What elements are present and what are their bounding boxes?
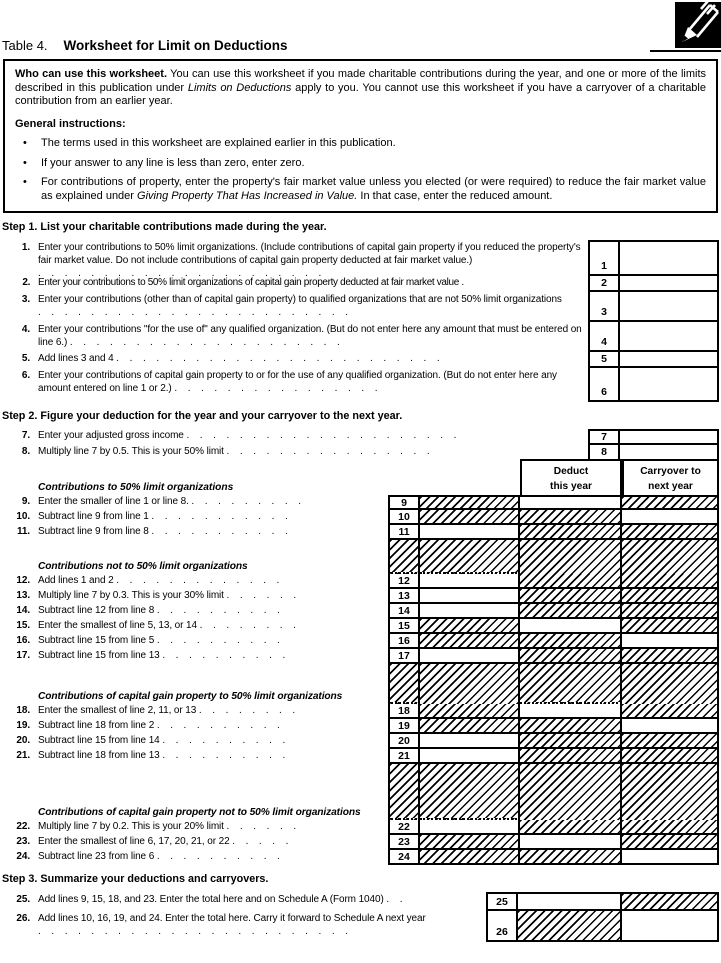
spacer-hatched (388, 540, 420, 574)
box-number: 15 (398, 619, 410, 632)
line-label (2, 604, 388, 619)
spacer-hatched (420, 764, 520, 820)
deduct-cell-hatched (520, 574, 622, 589)
carryover-cell[interactable] (622, 634, 719, 649)
line-text: Subtract line 9 from line 1 (38, 511, 149, 522)
carryover-cell[interactable] (622, 510, 719, 525)
line-text: Subtract line 15 from line 5 (38, 635, 155, 646)
bullet-text: The terms used in this worksheet are explained earlier in this publication. (41, 137, 396, 149)
deduct-cell-hatched (520, 749, 622, 764)
box-number: 4 (601, 336, 607, 348)
entry-box-line3[interactable] (620, 292, 719, 322)
spacer-hatched (520, 664, 622, 704)
line-number: 5. (21, 353, 30, 364)
dot-leader: . . . . . . . . . . . . . . . . (226, 446, 430, 457)
line-number: 6. (21, 370, 30, 381)
step1-heading: Step 1. List your charitable contributions made during the year. (2, 221, 327, 233)
group-heading-text: Contributions of capital gain property to 50% limit organizations (38, 691, 343, 702)
line-text: Enter the smaller of line 1 or line 8. (38, 496, 189, 507)
page-title (2, 38, 721, 53)
entry-cell-hatched (420, 495, 520, 510)
dot-leader: . . . . . . . . . . . . . . . . (174, 383, 378, 394)
deduct-cell[interactable] (520, 619, 622, 634)
deduct-column-header (520, 459, 622, 495)
entry-cell-hatched (420, 619, 520, 634)
deduct-cell-hatched (520, 604, 622, 619)
carryover-cell-hatched (622, 619, 719, 634)
line-number-box (388, 719, 420, 734)
box-number: 26 (496, 926, 508, 938)
line-number: 17. (16, 650, 30, 661)
carryover-cell-hatched (622, 495, 719, 510)
who-italic-ref: Limits on Deductions (187, 81, 292, 94)
spacer-hatched (622, 764, 719, 820)
line-number: 22. (16, 821, 30, 832)
title-text: Worksheet for Limit on Deductions (63, 38, 288, 53)
line-text: Enter the smallest of line 2, 11, or 13 (38, 705, 197, 716)
spacer-hatched (388, 664, 420, 704)
box-number: 24 (398, 850, 410, 863)
entry-cell[interactable] (420, 734, 520, 749)
line-number: 14. (16, 605, 30, 616)
carryover-cell-hatched (622, 835, 719, 850)
line-text: Enter your contributions to 50% limit organizations. (Include contributions of capital gain property if you reduced the property's fair market value. Do not include contributions of capital gain property deducted at fair market value.) (38, 242, 581, 266)
line-number-box (388, 634, 420, 649)
box-number: 19 (398, 719, 410, 732)
bullet-item (15, 157, 706, 171)
step2-table (2, 495, 719, 865)
line-number-box (388, 589, 420, 604)
dot-leader: . . . . . . . . . . . . . . . . . . . . . . . . . (116, 353, 440, 364)
box-number: 8 (601, 446, 607, 458)
box-number: 16 (398, 634, 410, 647)
line-number: 4. (21, 324, 30, 335)
line-number: 8. (21, 446, 30, 457)
box-number: 10 (398, 510, 410, 523)
bullet-item (15, 137, 706, 151)
who-text-a: You can use this worksheet if you made charitable contributions during the year, and one or more of the limits described in this publication under (15, 68, 707, 94)
box-number: 1 (601, 260, 607, 272)
entry-cell[interactable] (420, 820, 520, 835)
header-line: Carryover to (640, 466, 701, 477)
step3-heading: Step 3. Summarize your deductions and carryovers. (2, 873, 269, 885)
line-text: Enter your contributions (other than of capital gain property) to qualified organizations that are not 50% limit organizations (38, 294, 562, 305)
carryover-cell-hatched (622, 704, 719, 719)
dot-leader: . (461, 277, 464, 288)
line-number-box (588, 292, 620, 322)
line-number: 23. (16, 836, 30, 847)
line-number: 25. (16, 894, 30, 905)
box-number: 13 (398, 589, 410, 602)
carryover-cell-hatched (622, 892, 719, 911)
line-number-box (388, 734, 420, 749)
line-number-box (588, 429, 620, 445)
entry-box-line5[interactable] (620, 352, 719, 368)
line-label (2, 525, 388, 540)
deduct-cell[interactable] (520, 704, 622, 719)
spacer-hatched (622, 664, 719, 704)
dot-leader: . . . . . . . . . . (156, 720, 280, 731)
deduct-cell-hatched (520, 510, 622, 525)
line-label (2, 276, 588, 292)
dot-leader: . . . . . . (226, 821, 297, 832)
entry-cell-hatched (420, 850, 520, 865)
deduct-cell-hatched (520, 589, 622, 604)
box-number: 9 (401, 496, 407, 509)
dot-leader: . . . . . . . . (198, 705, 296, 716)
carryover-cell-hatched (622, 574, 719, 589)
line-label (2, 352, 588, 368)
entry-cell-hatched (420, 510, 520, 525)
carryover-cell[interactable] (622, 719, 719, 734)
dot-leader: . . . . . . . . . . . . . (116, 575, 280, 586)
line-label (2, 429, 588, 445)
line-label (2, 634, 388, 649)
line-number-box (388, 820, 420, 835)
line-text: Multiply line 7 by 0.3. This is your 30% limit (38, 590, 224, 601)
line-number: 19. (16, 720, 30, 731)
box-number: 14 (398, 604, 410, 617)
line-number-box (388, 495, 420, 510)
spacer-hatched (388, 764, 420, 820)
box-number: 2 (601, 277, 607, 289)
entry-cell[interactable] (420, 589, 520, 604)
entry-cell-hatched (420, 704, 520, 719)
box-number: 3 (601, 306, 607, 318)
entry-cell[interactable] (420, 649, 520, 664)
line-label (2, 240, 588, 276)
carryover-cell-hatched (622, 820, 719, 835)
bullet-icon: • (23, 156, 27, 169)
line-number: 21. (16, 750, 30, 761)
group-heading-cap-gain-50pct (2, 664, 388, 704)
line-number-box (588, 368, 620, 402)
dot-leader: . . . . . . . . . . . . . . . . . . . . . . (38, 268, 322, 276)
deduct-cell-hatched (520, 820, 622, 835)
line-number: 11. (16, 526, 30, 537)
box-number: 23 (398, 835, 410, 848)
line-label (2, 850, 388, 865)
line-label (2, 820, 388, 835)
carryover-cell-hatched (622, 734, 719, 749)
entry-cell[interactable] (420, 604, 520, 619)
who-can-use-paragraph (15, 68, 706, 109)
line-text: Enter your adjusted gross income (38, 430, 184, 441)
dot-leader: . . . . . . . . . . (156, 851, 280, 862)
line-number-box (388, 574, 420, 589)
column-header-row (2, 459, 719, 495)
line-label (2, 749, 388, 764)
deduct-cell-hatched (520, 734, 622, 749)
line-number-box (388, 510, 420, 525)
group-heading-not-50pct (2, 540, 388, 574)
carryover-cell-hatched (622, 604, 719, 619)
line-text: Add lines 10, 16, 19, and 24. Enter the total here. Carry it forward to Schedule A next year (38, 913, 426, 924)
step2-lines-7-8 (2, 429, 719, 461)
line-number: 1. (21, 242, 30, 253)
line-number: 20. (16, 735, 30, 746)
carryover-column-header (622, 459, 719, 495)
bullet-item (15, 176, 706, 203)
deduct-cell-hatched (520, 525, 622, 540)
line-text: Subtract line 15 from line 14 (38, 735, 160, 746)
line-text: Add lines 1 and 2 (38, 575, 114, 586)
line-number-box (388, 604, 420, 619)
line-label (2, 704, 388, 719)
line-label (2, 292, 588, 322)
line-text: Enter your contributions of capital gain property to or for the use of any qualified organization. (But do not enter here any amount entered on line 1 or 2.) (38, 370, 557, 394)
line-label (2, 510, 388, 525)
dot-leader: . . . . . . . . . . (162, 750, 286, 761)
entry-box-line4[interactable] (620, 322, 719, 352)
entry-box-line2[interactable] (620, 276, 719, 292)
step1-table (2, 240, 719, 402)
entry-cell[interactable] (420, 525, 520, 540)
line-number-box (486, 892, 518, 911)
line-label (2, 911, 486, 942)
entry-cell[interactable] (420, 749, 520, 764)
dot-leader: . . . . . . . . . . . . . . . . . . . . . (69, 337, 340, 348)
line-number-box (388, 835, 420, 850)
line-label (2, 322, 588, 352)
general-instructions-heading: General instructions: (15, 117, 126, 130)
carryover-cell-hatched (622, 525, 719, 540)
deduct-cell[interactable] (520, 495, 622, 510)
dot-leader: . . . . . . . . . . . . . . . . . . . . . (186, 430, 457, 441)
line-number-box (388, 525, 420, 540)
deduct-cell-hatched (520, 719, 622, 734)
line-text: Subtract line 15 from line 13 (38, 650, 160, 661)
line-number-box (588, 322, 620, 352)
box-number: 21 (398, 749, 410, 762)
bullet-text: If your answer to any line is less than zero, enter zero. (41, 156, 305, 169)
bullet-text (41, 176, 706, 203)
line-label (2, 719, 388, 734)
deduct-cell-hatched (520, 634, 622, 649)
deduct-cell-hatched (520, 850, 622, 865)
deduct-cell-hatched (518, 911, 622, 942)
line-text: Add lines 9, 15, 18, and 23. Enter the total here and on Schedule A (Form 1040) (38, 894, 384, 905)
group-heading-text: Contributions not to 50% limit organizations (38, 561, 248, 572)
line-number-box (388, 850, 420, 865)
spacer-hatched (622, 540, 719, 574)
spacer-hatched (520, 764, 622, 820)
bullet-icon: • (23, 176, 27, 188)
box-number: 5 (601, 353, 607, 365)
dot-leader: . . . . . . . . . . . . . . . . . . . . . . . . (38, 307, 348, 318)
carryover-cell[interactable] (622, 911, 719, 942)
dot-leader: . . . . . . (226, 590, 297, 601)
line-number-box (588, 240, 620, 276)
line-number: 3. (21, 294, 30, 305)
box-number: 20 (398, 734, 410, 747)
dot-leader: . . . . . . . . . . . . . . . . . . . . . . . . (38, 926, 348, 937)
line-number: 9. (21, 496, 30, 507)
line-label (2, 574, 388, 589)
line-number: 2. (22, 277, 30, 288)
header-line: next year (648, 481, 693, 492)
dot-leader: . . . . . (232, 836, 289, 847)
line-text: Enter the smallest of line 5, 13, or 14 (38, 620, 197, 631)
header-rule (650, 50, 721, 52)
line-label (2, 835, 388, 850)
carryover-cell-hatched (622, 749, 719, 764)
bullet-icon: • (23, 137, 27, 149)
dot-leader: . . . . . . . . . . . (151, 511, 288, 522)
dot-leader: . . (386, 894, 403, 905)
entry-cell-hatched (420, 835, 520, 850)
box-number: 22 (398, 820, 410, 833)
line-number: 24. (16, 851, 30, 862)
entry-cell[interactable] (420, 574, 520, 589)
bullet-text-b: In that case, enter the reduced amount. (360, 189, 553, 202)
entry-box-line1[interactable] (620, 240, 719, 276)
step3-table (2, 892, 719, 942)
bullet-text-a: For contributions of property, enter the property's fair market value unless you elected (or were required) to reduce the fair market value as explained under (41, 176, 706, 202)
carryover-cell-hatched (622, 589, 719, 604)
deduct-cell[interactable] (518, 892, 622, 911)
line-text: Multiply line 7 by 0.2. This is your 20% limit (38, 821, 224, 832)
entry-box-line6[interactable] (620, 368, 719, 402)
line-text: Enter your contributions to 50% limit organizations of capital gain property deducted at fair market value (38, 277, 459, 288)
bullet-italic-ref: Giving Property That Has Increased in Value. (137, 189, 358, 202)
dot-leader: . . . . . . . . . . (162, 735, 286, 746)
line-label (2, 368, 588, 402)
line-number: 15. (16, 620, 30, 631)
dot-leader: . . . . . . . . . . . (151, 526, 288, 537)
spacer-hatched (420, 664, 520, 704)
line-text: Multiply line 7 by 0.5. This is your 50% limit (38, 446, 224, 457)
line-number-box (588, 352, 620, 368)
group-heading-text: Contributions of capital gain property not to 50% limit organizations (38, 807, 361, 818)
line-number: 26. (16, 913, 30, 924)
line-number: 18. (16, 705, 30, 716)
line-number-box (388, 749, 420, 764)
spacer-hatched (520, 540, 622, 574)
line-number: 12. (16, 575, 30, 586)
line-number: 13. (16, 590, 30, 601)
box-number: 7 (601, 431, 607, 443)
line-label (2, 589, 388, 604)
line-text: Add lines 3 and 4 (38, 353, 114, 364)
entry-cell-hatched (420, 719, 520, 734)
instructions-box (3, 59, 718, 213)
line-text: Enter the smallest of line 6, 17, 20, 21, or 22 (38, 836, 230, 847)
who-text-b: apply to you. You cannot use this worksheet if you have a carryover of a charitable contribution from an earlier year. (15, 81, 706, 107)
box-number: 12 (398, 574, 410, 587)
line-text: Subtract line 18 from line 2 (38, 720, 155, 731)
dot-leader: . . . . . . . . . . (156, 605, 280, 616)
line-number-box (388, 649, 420, 664)
dot-leader: . . . . . . . . . (191, 496, 301, 507)
who-lead: Who can use this worksheet. (15, 68, 168, 80)
line-text: Subtract line 12 from line 8 (38, 605, 155, 616)
dot-leader: . . . . . . . . . . (156, 635, 280, 646)
step2-heading: Step 2. Figure your deduction for the year and your carryover to the next year. (2, 410, 403, 422)
pencil-icon-block (675, 2, 721, 48)
entry-cell-hatched (420, 634, 520, 649)
line-number-box (486, 911, 518, 942)
line-text: Enter your contributions "for the use of" any qualified organization. (But do not enter here any amount that must be entered on line 6.) (38, 324, 582, 348)
line-text: Subtract line 18 from line 13 (38, 750, 160, 761)
deduct-cell[interactable] (520, 835, 622, 850)
deduct-cell-hatched (520, 649, 622, 664)
group-heading-cap-gain-not-50pct (2, 764, 388, 820)
group-heading-text: Contributions to 50% limit organizations (38, 482, 234, 493)
line-label (2, 892, 486, 911)
header-line: Deduct (553, 466, 589, 477)
carryover-cell[interactable] (622, 850, 719, 865)
dot-leader: . . . . . . . . . . (162, 650, 286, 661)
line-label (2, 649, 388, 664)
box-number: 18 (398, 704, 410, 717)
table-number: Table 4. (2, 38, 48, 53)
dot-leader: . . . . . . . . (199, 620, 296, 631)
entry-box-line7[interactable] (620, 429, 719, 445)
line-label (2, 495, 388, 510)
line-text: Subtract line 9 from line 8 (38, 526, 149, 537)
box-number: 6 (601, 386, 607, 398)
pencil-icon (675, 2, 721, 48)
box-number: 11 (398, 525, 410, 538)
line-number-box (388, 704, 420, 719)
line-number-box (588, 276, 620, 292)
box-number: 25 (496, 895, 508, 908)
group-heading-50pct (2, 459, 520, 495)
line-number: 16. (16, 635, 30, 646)
line-label (2, 734, 388, 749)
line-text: Subtract line 23 from line 6 (38, 851, 155, 862)
line-label (2, 619, 388, 634)
line-number: 7. (21, 430, 30, 441)
carryover-cell-hatched (622, 649, 719, 664)
box-number: 17 (398, 649, 410, 662)
spacer-hatched (420, 540, 520, 574)
line-number-box (388, 619, 420, 634)
header-line: this year (550, 481, 592, 492)
line-number: 10. (16, 511, 30, 522)
